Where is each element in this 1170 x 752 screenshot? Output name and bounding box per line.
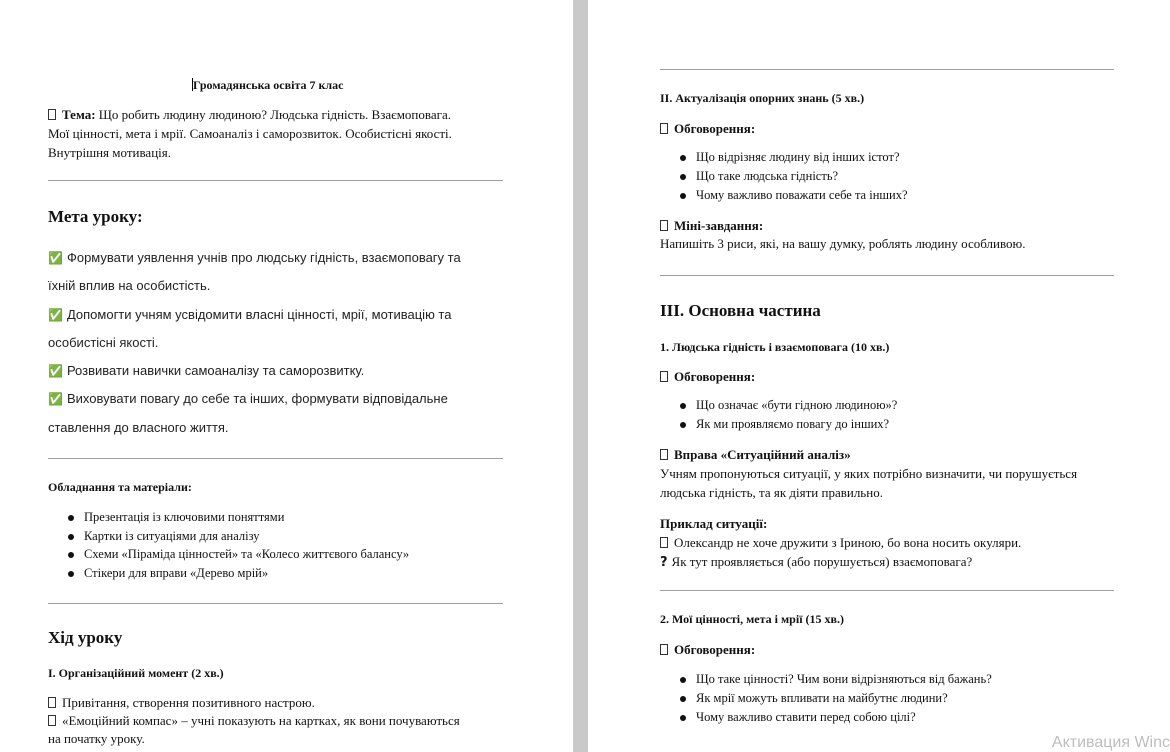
list-item: Що відрізняє людину від інших істот?	[660, 148, 1140, 167]
question-mark-icon: ?	[660, 555, 668, 570]
mini-text: Напишіть 3 риси, які, на вашу думку, роблять людину особливою.	[660, 236, 1026, 251]
divider	[660, 275, 1114, 276]
bullet-icon	[68, 534, 74, 540]
sub1-heading: 1. Людська гідність і взаємоповага (10 хв.)	[660, 340, 890, 354]
goal-item-continuation: особистісні якості.	[48, 334, 159, 350]
bullet-icon	[680, 422, 686, 428]
divider	[660, 69, 1114, 70]
org-heading: І. Організаційний момент (2 хв.)	[48, 666, 224, 680]
list-item: Чому важливо поважати себе та інших?	[660, 186, 1140, 205]
mini-label: Міні-завдання:	[660, 216, 763, 235]
exercise-text	[660, 464, 1160, 502]
divider	[660, 590, 1114, 591]
discussion-label: Обговорення:	[660, 119, 755, 138]
placeholder-glyph-icon	[660, 371, 668, 382]
section2-heading: ІІ. Актуалізація опорних знань (5 хв.)	[660, 91, 865, 105]
bullet-icon	[68, 571, 74, 577]
placeholder-glyph-icon	[660, 644, 668, 655]
divider	[48, 603, 503, 604]
checkmark-icon: ✅	[48, 392, 63, 407]
course-heading: Хід уроку	[48, 628, 123, 647]
placeholder-glyph-icon	[48, 109, 56, 120]
goals-list	[48, 244, 518, 442]
topic-label: Тема:	[62, 107, 96, 122]
org-items	[48, 694, 548, 748]
list-item: Як ми проявляємо повагу до інших?	[660, 415, 1140, 434]
org-item: «Емоційний компас» – учні показують на картках, як вони почуваються	[48, 712, 548, 730]
equipment-list	[48, 508, 528, 582]
doc-title: Громадянська освіта 7 клас	[193, 78, 344, 92]
document-page-right	[588, 0, 1170, 752]
goal-item: ✅ Розвивати навички самоаналізу та саморозвитку.	[48, 363, 365, 379]
goal-heading: Мета уроку:	[48, 207, 143, 226]
topic-line: Мої цінності, мета і мрії. Самоаналіз і саморозвиток. Особистісні якості.	[48, 126, 452, 141]
s2-questions	[660, 148, 1140, 205]
goal-item: ✅ Виховувати повагу до себе та інших, формувати відповідальне	[48, 391, 448, 407]
example-text: Олександр не хоче дружити з Іриною, бо вона носить окуляри.	[660, 533, 1160, 552]
bullet-icon	[680, 155, 686, 161]
topic-line: Внутрішня мотивація.	[48, 145, 172, 160]
list-item: Презентація із ключовими поняттями	[48, 508, 528, 527]
topic-block	[48, 105, 548, 162]
placeholder-glyph-icon	[660, 449, 668, 460]
topic-line: Що робить людину людиною? Людська гідність. Взаємоповага.	[98, 107, 451, 122]
org-item-continuation: на початку уроку.	[48, 731, 145, 746]
sub2-heading: 2. Мої цінності, мета і мрії (15 хв.)	[660, 612, 844, 626]
exercise-label: Вправа «Ситуаційний аналіз»	[660, 445, 851, 464]
list-item: Що означає «бути гідною людиною»?	[660, 396, 1140, 415]
bullet-icon	[680, 677, 686, 683]
bullet-icon	[680, 193, 686, 199]
discussion-label: Обговорення:	[660, 367, 755, 386]
sub2-questions	[660, 670, 1140, 727]
example-question: ? Як тут проявляється (або порушується) взаємоповага?	[660, 554, 973, 570]
exercise-line: Учням пропонуються ситуації, у яких потрібно визначити, чи порушується	[660, 466, 1078, 481]
bullet-icon	[680, 696, 686, 702]
document-page-left	[0, 0, 573, 752]
example-label: Приклад ситуації:	[660, 516, 768, 531]
placeholder-glyph-icon	[660, 123, 668, 134]
placeholder-glyph-icon	[660, 537, 668, 548]
list-item: Стікери для вправи «Дерево мрій»	[48, 564, 528, 583]
checkmark-icon: ✅	[48, 364, 63, 379]
equipment-heading: Обладнання та матеріали:	[48, 480, 192, 494]
example-block	[660, 533, 1160, 572]
bullet-icon	[680, 403, 686, 409]
goal-item-continuation: ставлення до власного життя.	[48, 419, 229, 435]
activation-watermark: Активация Winc	[1051, 734, 1170, 751]
bullet-icon	[680, 715, 686, 721]
placeholder-glyph-icon	[48, 697, 56, 708]
bullet-icon	[68, 515, 74, 521]
sub1-questions	[660, 396, 1140, 434]
checkmark-icon: ✅	[48, 251, 63, 265]
list-item: Що таке людська гідність?	[660, 167, 1140, 186]
goal-item-continuation: їхній вплив на особистість.	[48, 278, 211, 294]
divider	[48, 458, 503, 459]
goal-item: ✅ Формувати уявлення учнів про людську гідність, взаємоповагу та	[48, 250, 461, 265]
divider	[48, 180, 503, 181]
goal-item: ✅ Допомогти учням усвідомити власні цінності, мрії, мотивацію та	[48, 306, 452, 322]
list-item: Схеми «Піраміда цінностей» та «Колесо життєвого балансу»	[48, 545, 528, 564]
list-item: Як мрії можуть впливати на майбутнє людини?	[660, 689, 1140, 708]
placeholder-glyph-icon	[660, 220, 668, 231]
bullet-icon	[68, 552, 74, 558]
bullet-icon	[680, 174, 686, 180]
org-item: Привітання, створення позитивного настрою.	[48, 694, 548, 712]
discussion-label: Обговорення:	[660, 640, 755, 659]
list-item: Що таке цінності? Чим вони відрізняються від бажань?	[660, 670, 1140, 689]
checkmark-icon: ✅	[48, 307, 63, 322]
list-item: Чому важливо ставити перед собою цілі?	[660, 708, 1140, 727]
exercise-line: людська гідність, та як діяти правильно.	[660, 485, 883, 500]
placeholder-glyph-icon	[48, 715, 56, 726]
list-item: Картки із ситуаціями для аналізу	[48, 527, 528, 546]
section3-heading: ІІІ. Основна частина	[660, 301, 821, 320]
